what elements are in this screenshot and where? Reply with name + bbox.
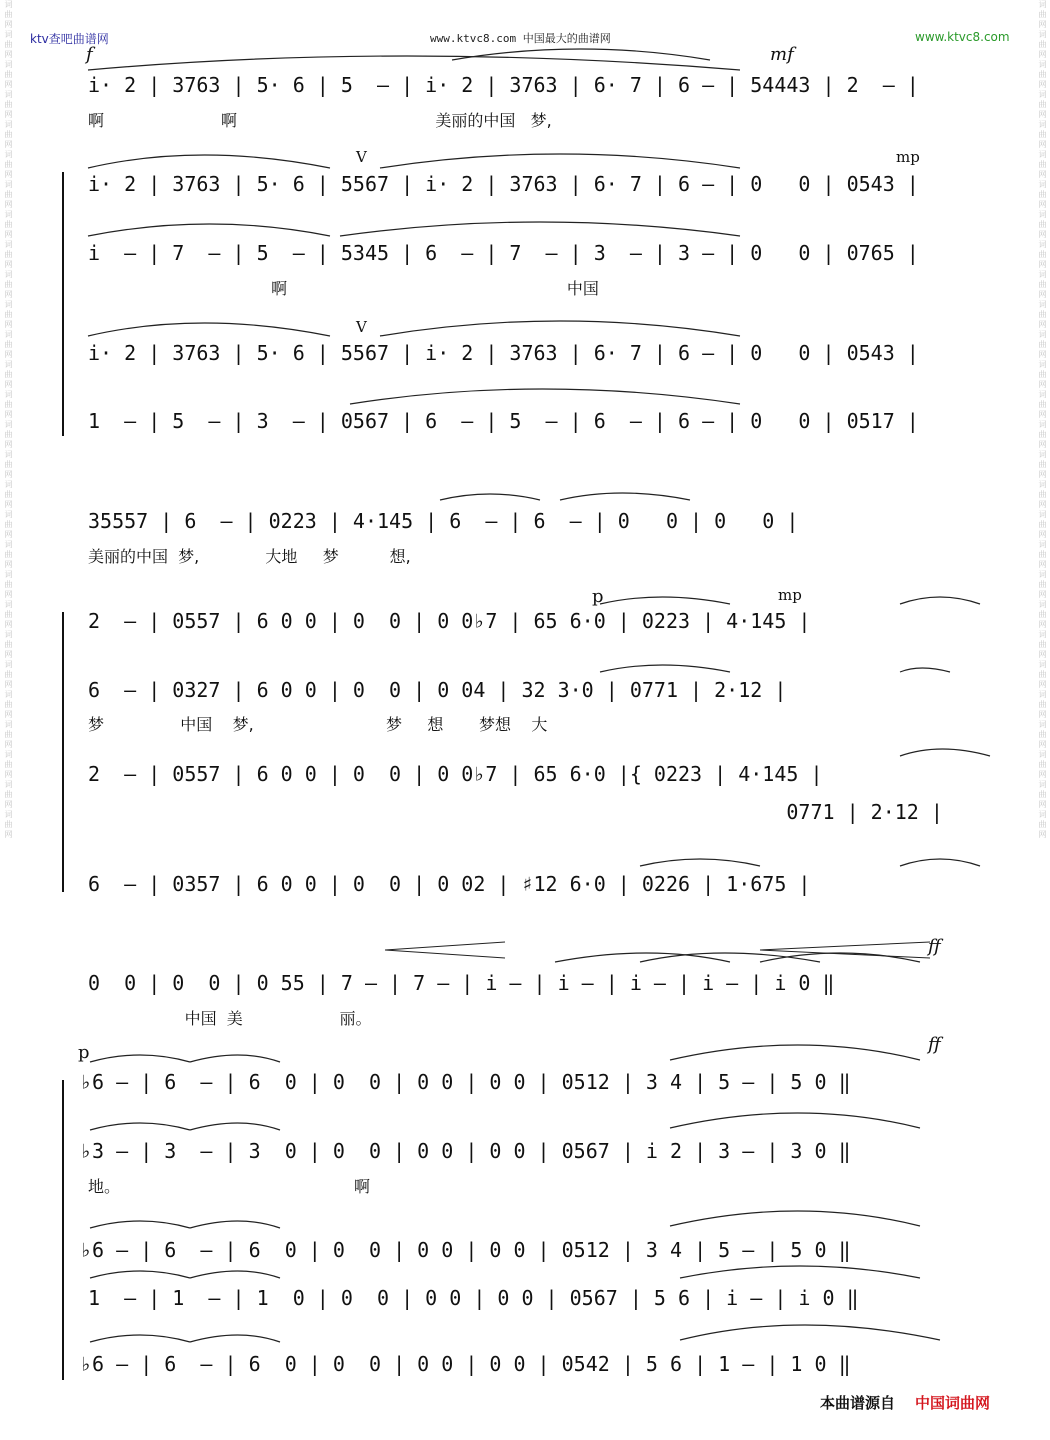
header-center-site: www.ktvc8.com 中国最大的曲谱网 [430, 32, 611, 45]
footer-site-name[interactable]: 中国词曲网 [915, 1394, 991, 1412]
lyrics-line: 啊 中国 [88, 279, 599, 298]
lyrics-line: 啊 啊 美丽的中国 梦, [88, 111, 552, 130]
lyrics-line: 美丽的中国 梦, 大地 梦 想, [88, 547, 411, 566]
score-line: 1 — | 5 — | 3 — | 0567 | 6 — | 5 — | 6 — | 6 — | 0 0 | 0517 | [88, 409, 919, 433]
score-line: 6 — | 0327 | 6 0 0 | 0 0 | 0 04 | 32 3·0 | 0771 | 2·12 | [88, 678, 787, 702]
breath-mark: V [356, 318, 367, 336]
score-line: ♭6 — | 6 — | 6 0 | 0 0 | 0 0 | 0 0 | 0512 | 3 4 | 5 — | 5 0 ‖ [80, 1070, 851, 1094]
score-line: 6 — | 0357 | 6 0 0 | 0 0 | 0 02 | ♯12 6·0 | 0226 | 1·675 | [88, 872, 811, 896]
dynamic-mark: p [592, 586, 604, 607]
footer-source [820, 1392, 990, 1413]
score-line: i· 2 | 3763 | 5· 6 | 5 — | i· 2 | 3763 | 6· 7 | 6 — | 54443 | 2 — | [88, 73, 919, 97]
score-line: ♭6 — | 6 — | 6 0 | 0 0 | 0 0 | 0 0 | 0542 | 5 6 | 1 — | 1 0 ‖ [80, 1352, 851, 1376]
score-line: i — | 7 — | 5 — | 5345 | 6 — | 7 — | 3 — | 3 — | 0 0 | 0765 | [88, 241, 919, 265]
score-line: 0 0 | 0 0 | 0 55 | 7 — | 7 — | i — | i — | i — | i — | i 0 ‖ [88, 971, 835, 995]
score-line: ♭6 — | 6 — | 6 0 | 0 0 | 0 0 | 0 0 | 0512 | 3 4 | 5 — | 5 0 ‖ [80, 1238, 851, 1262]
score-line: i· 2 | 3763 | 5· 6 | 5567 | i· 2 | 3763 | 6· 7 | 6 — | 0 0 | 0543 | [88, 341, 919, 365]
lyrics-line: 地。 啊 [88, 1177, 370, 1196]
score-line: ♭3 — | 3 — | 3 0 | 0 0 | 0 0 | 0 0 | 0567 | i 2 | 3 — | 3 0 ‖ [80, 1139, 851, 1163]
dynamic-mark: mp [896, 148, 920, 166]
header-left-site: ktv查吧曲谱网 [30, 32, 109, 46]
dynamic-mark: ff [928, 1034, 941, 1055]
score-line: 2 — | 0557 | 6 0 0 | 0 0 | 0 0♭7 | 65 6·0 |{ 0223 | 4·145 | [88, 762, 823, 786]
footer-source-label: 本曲谱源自 [820, 1394, 896, 1412]
score-line: i· 2 | 3763 | 5· 6 | 5567 | i· 2 | 3763 | 6· 7 | 6 — | 0 0 | 0543 | [88, 172, 919, 196]
dynamic-mark: ff [928, 936, 941, 957]
lyrics-line: 梦 中国 梦, 梦 想 梦想 大 [88, 715, 548, 734]
breath-mark: V [356, 148, 367, 166]
score-line: 2 — | 0557 | 6 0 0 | 0 0 | 0 0♭7 | 65 6·0 | 0223 | 4·145 | [88, 609, 811, 633]
watermark-right: 词曲网词曲网词曲网词曲网词曲网词曲网词曲网词曲网词曲网词曲网词曲网词曲网词曲网词曲网词曲网词曲网词曲网词曲网词曲网词曲网词曲网词曲网词曲网词曲网词曲网词曲网词曲网词曲网 [1038, 0, 1047, 840]
score-line: 35557 | 6 — | 0223 | 4·145 | 6 — | 6 — | 0 0 | 0 0 | [88, 509, 799, 533]
dynamic-mark: mp [778, 586, 802, 604]
dynamic-mark: p [78, 1042, 90, 1063]
score-line: 1 — | 1 — | 1 0 | 0 0 | 0 0 | 0 0 | 0567 | 5 6 | i — | i 0 ‖ [88, 1286, 859, 1310]
watermark-left: 词曲网词曲网词曲网词曲网词曲网词曲网词曲网词曲网词曲网词曲网词曲网词曲网词曲网词曲网词曲网词曲网词曲网词曲网词曲网词曲网词曲网词曲网词曲网词曲网词曲网词曲网词曲网词曲网 [4, 0, 13, 840]
dynamic-mark: f [86, 44, 93, 65]
score-line: 0771 | 2·12 | [88, 800, 943, 824]
lyrics-line: 中国 美 丽。 [88, 1009, 372, 1028]
header-right-url: www.ktvc8.com [915, 30, 1010, 44]
dynamic-mark: mf [770, 44, 794, 65]
